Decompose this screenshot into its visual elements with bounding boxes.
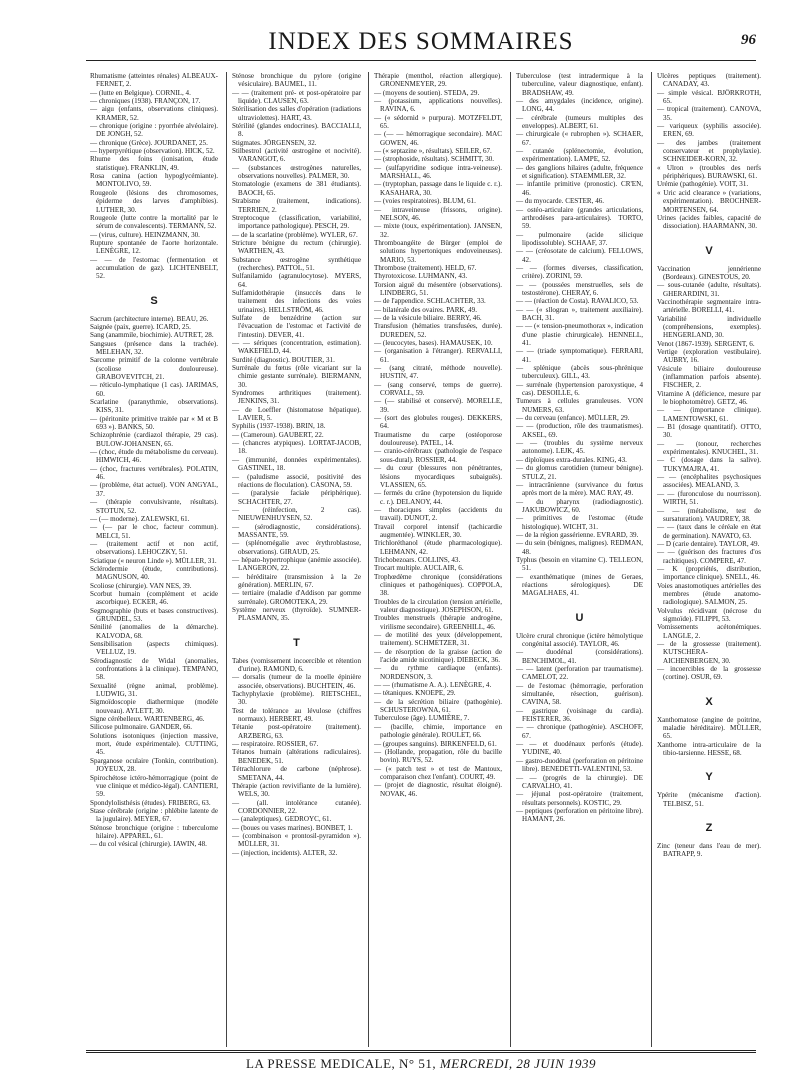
index-entry: — cutanée (splénectomie, évolution, expérimentation). LAMPE, 52. [516, 147, 643, 164]
index-entry: Scorbut humain (complément et acide ascorbique). ECKER, 46. [90, 589, 218, 607]
index-entry: Tuberculose (âge). LUMIÈRE, 7. [374, 714, 470, 723]
index-entry: Thromboangéite de Bürger (emploi de solutions hypertoniques endoveineuses). MARIO, 53. [374, 238, 502, 264]
index-entry: Streptocoque (classification, variabilité, importance pathologique). PESCH, 29. [232, 213, 361, 231]
index-entry: — (Hollande, propagation, rôle du bacille bovin). RUYS, 52. [374, 747, 502, 765]
index-entry: — (projet de diagnostic, résultat éloigné). NOVAK, 46. [374, 781, 502, 798]
index-entry: — — (guérison des fractures d'os rachitiques). COMPERE, 47. [657, 548, 761, 565]
index-entry: — (— — hémorragique secondaire). MAC GOWEN, 46. [374, 130, 502, 147]
index-entry: Tétanos humain (altérations radiculaires). BENEDEK, 51. [232, 748, 361, 765]
index-entry: — tétaniques. KNOEPE, 29. [374, 689, 456, 698]
index-entry: Sénilité (anomalies de la démarche). KALVODA, 68. [90, 623, 218, 640]
page-header [86, 24, 756, 55]
footer-rule [86, 1050, 756, 1053]
index-entry: — — (progrès de la chirurgie). DE CARVALHO, 41. [516, 773, 643, 790]
index-entry: Tabes (vomissement incoercible et rétention d'urine). RAMOND, 6. [232, 656, 361, 674]
index-entry: — incoercibles de la grossesse (cortine). OSUR, 69. [657, 665, 761, 682]
index-entry: — (tryptophan, passage dans le liquide c. r.). KASAHARA, 30. [374, 180, 502, 197]
index-entry: Surrénale du fœtus (rôle vicariant sur la chimie gestante surrénale). BIERMANN, 30. [232, 364, 361, 389]
index-entry: — (« septazine », résultats). SEILER, 67. [374, 147, 492, 156]
index-entry: Vaccinothérapie segmentaire intra-artérielle. BORELLI, 41. [657, 297, 761, 315]
section-letter: Y [705, 771, 713, 784]
index-entry: Sulfamidothérapie (insuccès dans le traitement des infections des voies urinaires). HELLSTRÖM, 46. [232, 288, 361, 314]
section-letter: V [705, 244, 713, 257]
index-entry: — dorsalis (tumeur de la moelle épinière associée, observations). BUCHTEIN, 46. [232, 673, 361, 690]
index-entry: Sensibilisation (aspects chimiques). VELLUZ, 19. [90, 640, 218, 657]
index-entry: Rougeole (lutte contre la mortalité par le sérum de convalescents). TERMANN, 52. [90, 213, 218, 231]
index-entry: Sulfate de benzédrine (action sur l'évacuation de l'estomac et l'activité de l'intestin). DEVER, 41. [232, 313, 361, 339]
section-letter: U [575, 611, 584, 624]
index-entry: Stigmates. JÖRGENSEN, 32. [232, 138, 317, 147]
index-entry: Signe cérébelleux. WARTENBERG, 46. [90, 715, 205, 724]
index-entry: Rhume des foins (ionisation, étude statistique). FRANKLIN, 49. [90, 155, 218, 172]
index-entry: — mixte (toux, expérimentation). JANSEN, 32. [374, 222, 502, 239]
index-entry: Sexualité (règne animal, problème). LUDWIG, 31. [90, 681, 218, 699]
index-entry: — du myocarde. CESTER, 46. [516, 197, 605, 206]
index-entry: Typhus (besoin en vitamine C). TELLEON, 51. [516, 555, 643, 573]
index-entry: — (traitement actif et non actif, observations). LEHOCZKY, 51. [90, 539, 218, 557]
index-entry: — de Loeffler (histomatose hépatique). LAVIER, 5. [232, 405, 361, 423]
index-entry: — de l'estomac (hémorragie, perforation simultanée, résection, guérison). CAVINA, 58. [516, 681, 643, 707]
index-entry: — (bacille, chimie, importance en pathologie générale). ROULET, 66. [374, 722, 502, 740]
index-entry: Trichloréthanol (étude pharmacologique). LEHMANN, 42. [374, 539, 502, 556]
index-entry: Volvulus récidivant (nécrose du sigmoïde). FILIPPI, 53. [657, 606, 761, 623]
index-entry: Spirochétose ictéro-hémorragique (point de vue clinique et médico-légal). CANTIERI, 59. [90, 773, 218, 799]
index-entry: Vomissements acétonémiques. LANGLE, 2. [657, 623, 761, 640]
index-entry: Stérilisation des salles d'opération (radiations ultraviolettes). HART, 43. [232, 105, 361, 122]
index-entry: — — sériques (concentration, estimation). WAKEFIELD, 44. [232, 339, 361, 356]
index-entry: Rupture spontanée de l'aorte horizontale. LENÈGRE, 12. [90, 238, 218, 256]
index-entry: Trophœdème chronique (considérations cliniques et pathogéniques). COPPOLA, 38. [374, 572, 502, 598]
index-entry: — (péritonite primitive traitée par « M et B 693 »). BANKS, 50. [90, 414, 218, 432]
index-entry: — — et duodénaux perforés (étude). YUDINE, 40. [516, 740, 643, 757]
index-entry: — ostéo-articulaire (grandes articulations, arthrodèses para-articulaires). TORTO, 59. [516, 205, 643, 231]
index-entry: — simple vésical. BJÖRKROTH, 65. [657, 88, 761, 106]
index-column-4 [516, 72, 643, 1052]
index-entry: Sténose bronchique (origine : tuberculome hilaire). APPAREL, 61. [90, 823, 218, 840]
index-entry: Rosa canina (action hypoglycémiante). MONTOLIVO, 59. [90, 172, 218, 189]
column-divider [226, 72, 227, 1047]
index-entry: Scoliose (chirurgie). VAN NES, 39. [90, 581, 192, 590]
index-entry: Tachyphylaxie (problème). RIETSCHEL, 30. [232, 690, 361, 707]
index-entry: — de résorption de la graisse (action de l'acide amide nicotinique). DIEBECK, 36. [374, 647, 502, 665]
index-entry: — gastro-duodénal (perforation en péritoine libre). BENEDETTI-VALENTINI, 53. [516, 756, 643, 774]
index-entry: — de la région gassérienne. EVRARD, 39. [516, 530, 639, 539]
index-entry: Stase cérébrale (origine : phlébite latente de la jugulaire). MEYER, 67. [90, 806, 218, 824]
index-entry: Troubles menstruels (thérapie androgène, virilisme secondaire). GREENHILL, 46. [374, 614, 502, 631]
index-entry: — — (triade symptomatique). FERRARI, 41. [516, 347, 643, 364]
index-entry: — aigu (enfants, observations cliniques). KRAMER, 52. [90, 105, 218, 122]
index-entry: Solutions isotoniques (injection massive, mort, étude expérimentale). CUTTING, 45. [90, 731, 218, 757]
index-entry: — des ganglions hilaires (adulte, fréquence et signification). STAEMMLER, 32. [516, 163, 643, 181]
index-entry: — (réinfection, 2 cas). NIEUWENHUYSEN, 52. [232, 505, 361, 523]
header-rule [86, 60, 756, 61]
index-entry: — cranio-cérébraux (pathologie de l'espace sous-dural). ROSSIER, 44. [374, 447, 502, 464]
index-entry: — (chancres atypiques). LORTAT-JACOB, 18. [232, 439, 361, 456]
index-entry: — hyperpyrétique (observation). HICK, 52. [90, 147, 215, 156]
index-entry: — (problème, état actuel). VON ANGYAL, 37. [90, 481, 218, 498]
index-entry: — chirurgicale (« rubrophen »). SCHAER, 67. [516, 130, 643, 147]
index-entry: Stomatologie (examens de 381 étudiants). BAOCH, 65. [232, 180, 361, 197]
index-entry: Tétanie post-opératoire (traitement). ARZBERG, 63. [232, 723, 361, 740]
index-entry: — respiratoire. ROSSIER, 67. [232, 740, 319, 749]
index-entry: — (moyens de soutien). STEDA, 29. [374, 88, 480, 97]
index-entry: — — (importance clinique). LAMENTOWSKI, 61. [657, 406, 761, 423]
index-entry: Sparganose oculaire (Tonkin, contribution). JOYEUX, 28. [90, 756, 218, 774]
index-entry: — du col vésical (chirurgie). IAWIN, 48. [90, 840, 207, 849]
index-entry: — primitives de l'estomac (étude histologique). WICHT, 31. [516, 514, 643, 531]
index-entry: — — (encéphalites psychosiques associées). MEALAND, 3. [657, 473, 761, 490]
index-entry: Ypérite (mécanisme d'action). TELBISZ, 51. [657, 791, 761, 808]
index-entry: Thérapie (menthol, réaction allergique). GRONENMEYER, 29. [374, 72, 502, 89]
index-entry: — héréditaire (transmission à la 2e génération). MERLIN, 67. [232, 572, 361, 589]
index-entry: — (— par le choc, facteur commun). MELCI, 51. [90, 523, 218, 540]
index-entry: — (injection, incidents). ALTER, 32. [232, 848, 338, 857]
index-entry: Scarlatine (paranythmie, observations). KISS, 31. [90, 398, 218, 415]
index-entry: — tropical (traitement). CANOVA, 35. [657, 105, 761, 122]
index-entry: Urines (acides faibles, capacité de dissociation). HAARMANN, 30. [657, 213, 761, 231]
index-entry: — des amygdales (incidence, origine). LONG, 44. [516, 97, 643, 114]
index-entry: — hépato-hypertrophique (anémie associée). LANGERON, 22. [232, 555, 361, 573]
index-entry: — — (réaction de Costa). RAVALICO, 53. [516, 297, 639, 306]
index-entry: Ulcères peptiques (traitement). CANADAY, 43. [657, 72, 761, 89]
index-entry: — (analeptiques). GEDROYC, 61. [232, 815, 332, 824]
index-entry: Variabilité individuelle (compréhensions, exemples). HENGERLAND, 30. [657, 314, 761, 340]
index-entry: Stérilité (glandes endocrines). BACCIALLI, 8. [232, 122, 361, 139]
index-entry: — — (rhumatisme A. A.). LENÈGRE, 4. [374, 681, 492, 690]
index-entry: — — (formes diverses, classification, critère). ZORINI, 59. [516, 263, 643, 281]
index-entry: — (— stabilisé et conservé). MORELLE, 39. [374, 397, 502, 414]
index-entry: Torsion aiguë du mésentère (observations). LINDBERG, 51. [374, 280, 502, 297]
index-entry: — fermés du crâne (hypotension du liquide c. r.). DELANOY, 44. [374, 489, 502, 506]
index-entry: — — (production, rôle des traumatismes). AKSEL, 69. [516, 422, 643, 439]
index-entry: — (sang conservé, temps de guerre). CORVALL, 59. [374, 380, 502, 398]
index-entry: — de l'appendice. SCHLACHTER, 33. [374, 297, 486, 306]
index-entry: Tuberculose (test intradermique à la tuberculine, valeur diagnostique, enfant). BRADSHAW, 49. [516, 72, 643, 97]
index-entry: — (choc, étude du métabolisme du cerveau). HIMWICH, 46. [90, 448, 218, 465]
index-column-2 [232, 72, 361, 1052]
index-entry: Traumatisme du carpe (ostéoporose douloureuse). PATEL, 14. [374, 430, 502, 448]
section-letter: Z [705, 822, 713, 835]
index-entry: Thérapie (action revivifiante de la lumière). WELS, 30. [232, 781, 361, 799]
index-entry: — (voies respiratoires). BLUM, 61. [374, 197, 476, 206]
index-entry: Sigmoïdoscopie diathermique (modèle nouveau). AYLETT, 30. [90, 698, 218, 715]
index-entry: — exanthématique (mines de Geraes, réactions sérologiques). DE MAGALHAES, 41. [516, 572, 643, 598]
index-entry: — de motilité des yeux (développement, traitement). SCHMETZER, 31. [374, 631, 502, 648]
index-entry: — — (troubles du système nerveux autonome). LEJK, 45. [516, 439, 643, 456]
index-entry: Vésicule biliaire douloureuse (inflammation parfois absente). FISCHER, 2. [657, 364, 761, 390]
index-entry: Silicose pulmonaire. GANDER, 66. [90, 723, 193, 732]
column-divider [510, 72, 511, 1047]
index-column-5 [657, 72, 761, 1052]
index-entry: — gastrique (voisinage du cardia). FEISTERER, 36. [516, 706, 643, 724]
index-entry: — du rythme cardiaque (enfants). NORDENSON, 3. [374, 664, 502, 681]
index-entry: — duodénal (considérations). BENCHIMOL, 41. [516, 648, 643, 665]
index-entry: Système nerveux (thyroïde). SUMNER-PLASMANN, 35. [232, 606, 361, 623]
index-entry: Spondylolisthésis (études). FRIBERG, 63. [90, 798, 211, 807]
index-entry: — sous-cutanée (adulte, résultats). GHERARDINI, 31. [657, 281, 761, 298]
journal-name: LA PRESSE MEDICALE, N° 51, [246, 1056, 437, 1071]
index-entry: Substance œstrogène synthétique (recherches). PATTOL, 51. [232, 255, 361, 272]
index-entry: — du sein (bénignes, malignes). REDMAN, 48. [516, 539, 643, 556]
index-entry: Travail corporel intensif (tachicardie augmentée). WINKLER, 30. [374, 522, 502, 539]
index-entry: — — (métabolisme, test de sursaturation). VAUDREY, 38. [657, 506, 761, 523]
index-entry: — intracrânienne (survivance du fœtus après mort de la mère). MAC RAY, 49. [516, 480, 643, 498]
index-entry: — — de l'estomac (fermentation et accumulation de gaz). LICHTENBELT, 52. [90, 255, 218, 281]
index-entry: Sacrum (architecture interne). BEAU, 26. [90, 314, 209, 323]
index-entry: — (all. intolérance cutanée). CORDONNIER, 22. [232, 798, 361, 815]
column-divider [651, 72, 652, 1047]
section-letter: S [150, 294, 158, 307]
index-entry: Sclérodermie (étude, contributions). MAGNUSON, 40. [90, 564, 218, 582]
index-entry: Voies anastomotiques artérielles des membres (étude anatomo-radiologique). SALMON, 25. [657, 581, 761, 607]
index-entry: — chroniques (1938). FRANÇON, 17. [90, 97, 201, 106]
index-entry: Sulfanilamido (agranulocytose). MYERS, 64. [232, 272, 361, 289]
index-entry: — jéjunal post-opératoire (traitement, résultats personnels). KOSTIC, 29. [516, 790, 643, 807]
index-entry: Surdité (diagnostic). BOUTIER, 31. [232, 355, 335, 364]
index-entry: — (boues ou vases marines). BONBET, 1. [232, 823, 353, 832]
index-entry: Syphilis (1937-1938). BRIN, 18. [232, 422, 326, 431]
index-entry: — (paludisme associé, positivité des réactions de floculation). CASONA, 59. [232, 472, 361, 489]
index-entry: Sérodiagnostic de Widal (anomalies, confrontations à la clinique). TEMPANO, 58. [90, 656, 218, 682]
index-entry: Xanthomatose (angine de poitrine, maladie héréditaire). MÜLLER, 65. [657, 715, 761, 741]
index-entry: — tertiaire (maladie d'Addison par gomme surrénale). GROMOTEKA, 29. [232, 589, 361, 606]
index-entry: — réticulo-lymphatique (1 cas). JARIMAS, 60. [90, 381, 218, 398]
index-entry: — variqueux (syphilis associée). EREN, 69. [657, 122, 761, 139]
index-entry: « Uric acid clearance » (variations, expérimentation). BROCHNER-MORTENSEN, 64. [657, 188, 761, 214]
index-entry: — (sort des globules rouges). DEKKERS, 64. [374, 414, 502, 431]
index-entry: Saignée (paix, guerre). ICARD, 25. [90, 322, 191, 331]
index-entry: — de la grossesse (traitement). KUTSCHERA-AICHENBERGEN, 30. [657, 640, 761, 665]
index-entry: — de la sécrétion biliaire (pathogénie). SCHUSTEROWNA, 61. [374, 697, 502, 715]
index-entry: — — (traitement pré- et post-opératoire par liquide). CLAUSEN, 63. [232, 88, 361, 106]
index-entry: Rhumatisme (atteintes rénales) ALBEAUX-FERNET, 2. [90, 72, 218, 89]
index-entry: Test de tolérance au lévulose (chiffres normaux). HERBERT, 49. [232, 706, 361, 724]
index-entry: — (groupes sanguins). BIRKENFELD, 61. [374, 739, 497, 748]
index-entry: — — (créosotate de calcium). FELLOWS, 42. [516, 247, 643, 264]
index-entry: Tétrachlorure de carbone (néphrose). SMETANA, 44. [232, 765, 361, 782]
index-entry: Segmographie (buts et bases constructives). GRUNDEL, 53. [90, 606, 218, 623]
index-entry: — (Cameroun). GAUBERT, 22. [232, 430, 324, 439]
index-entry: Sang (anammile, biochimie). AUTRET, 28. [90, 331, 214, 340]
index-entry: « Ulron » (troubles des nerfs périphériques). BURAWSKI, 61. [657, 163, 761, 181]
index-entry: — du glomus carotidien (tumeur bénigne). STULZ, 21. [516, 464, 643, 481]
index-entry: — (sérodiagnostic, considérations). MASSANTE, 59. [232, 522, 361, 539]
index-entry: — surrénale (hypertension paroxystique, 4 cas). DESOILLE, 6. [516, 380, 643, 398]
index-entry: Stilbestrol (activité œstrogène et nocivité). VARANGOT, 6. [232, 147, 361, 164]
index-entry: — — (« tension-pneumothorax », indication d'une plastie chirurgicale). HENNELL, 41. [516, 322, 643, 347]
index-entry: Thrombose (traitement). HELD, 67. [374, 263, 477, 272]
index-entry: — (splénomégalie avec érythroblastose, observations). GIRAUD, 25. [232, 539, 361, 556]
index-entry: Transfusion (hématies transfusées, durée). DUREDEN, 52. [374, 322, 502, 339]
issue-date: MERCREDI, 28 JUIN 1939 [439, 1056, 596, 1071]
index-entry: — infantile primitive (pronostic). CR'EN, 46. [516, 180, 643, 197]
index-entry: — — (tonour, recherches expérimentales). KNUCHEL, 31. [657, 439, 761, 457]
index-entry: Rougeole (lésions des chromosomes, épiderme des larves d'amphibies). LUTHER, 30. [90, 188, 218, 214]
index-entry: — (virus, culture). HEINZMANN, 30. [90, 230, 200, 239]
index-entry: — — chronique (pathogénie). ASCHOFF, 67. [516, 723, 643, 740]
index-entry: — chronique (origine : pyorrhée alvéolaire). DE JONGH, 52. [90, 122, 218, 139]
index-entry: — (leucocytes, bases). HAMAUSEK, 10. [374, 339, 493, 347]
column-divider [368, 72, 369, 1047]
index-entry: — du cœur (blessures non pénétrantes, lésions myocardiques subaiguës). VLASSIEN, 65. [374, 464, 502, 489]
index-entry: — — (« sllogran », traitement auxiliaire). BACH, 31. [516, 305, 643, 322]
index-entry: — de la scarlatine (problème). WYLER, 67. [232, 230, 358, 239]
index-column-3 [374, 72, 502, 1052]
index-entry: — thoraciques simples (accidents du travail). DUNOT, 2. [374, 505, 502, 523]
index-entry: — (choc, fractures vertébrales). POLATIN, 46. [90, 464, 218, 482]
index-entry: — (— moderne). ZALEWSKI, 61. [90, 514, 190, 523]
index-entry: Trichobezoars. COLLINS, 43. [374, 555, 461, 564]
index-entry: Troubles de la circulation (tension artérielle, valeur diagnostique). JOSEPHSON, 61. [374, 597, 502, 614]
index-entry: — B1 (dosage quantitatif). OTTO, 30. [657, 423, 761, 440]
index-entry: Tumeurs à cellules granuleuses. VON NUMERS, 63. [516, 397, 643, 414]
index-entry: — (potassium, applications nouvelles). RAVINA, 6. [374, 97, 502, 114]
index-entry: — — (taux dans le céréale en état de germination). NAVATO, 63. [657, 523, 761, 540]
index-entry: — (« patch test » et test de Mantoux, comparaison chez l'enfant). COURT, 49. [374, 764, 502, 781]
index-entry: Sarcome primitif de la colonne vertébrale (scoliose douloureuse). GRABOVEVITCH, 21. [90, 356, 218, 381]
index-entry: — de la vésicule biliaire. BERRY, 46. [374, 313, 482, 322]
index-entry: — splénique (abcès sous-phrénique tuberculeux). GILL, 43. [516, 364, 643, 381]
index-entry: — (strophoside, résultats). SCHMITT, 30. [374, 155, 495, 164]
index-entry: Venot (1867-1939). SERGENT, 6. [657, 339, 755, 348]
section-letter: X [705, 695, 713, 708]
index-entry: — — (furonculose du nourrisson). WIRTH, 51. [657, 489, 761, 507]
index-entry: — peptiques (perforation en péritoine libre). HAMANT, 26. [516, 806, 643, 824]
index-entry: Thyrotoxicose. LUHMANN, 43. [374, 272, 468, 281]
index-entry: — (paralysie faciale périphérique). SCHACHTER, 27. [232, 489, 361, 506]
index-entry: Vertige (exploration vestibulaire). AUBRY, 16. [657, 347, 761, 365]
index-entry: — K (propriétés, distribution, importance clinique). SNELL, 46. [657, 564, 761, 582]
index-entry: — diploïques extra-durales. KING, 43. [516, 455, 627, 464]
index-entry: — cérébrale (tumeurs multiples des enveloppes). ALBERT, 61. [516, 113, 643, 131]
index-entry: Trocart multiple. AUCLAIR, 6. [374, 564, 464, 573]
index-entry: — du cerveau (enfance). MÜLLER, 29. [516, 414, 630, 423]
index-entry: — (« sédornid » purpura). MOTZFELDT, 65. [374, 113, 502, 131]
index-entry: — (combinaison « prontosil-pyramidon »). MÜLLER, 31. [232, 831, 361, 849]
index-entry: — — (poussées menstruelles, sels de testostérone). CHERAY, 6. [516, 280, 643, 297]
index-entry: — (substances œstrogènes naturelles, observations nouvelles). PALMER, 30. [232, 163, 361, 181]
index-entry: Zinc (teneur dans l'eau de mer). BATRAPP, 9. [657, 842, 761, 859]
index-entry: Vaccination jennérienne (Bordeaux). GINESTOUS, 20. [657, 264, 761, 281]
index-entry: Schizophrénie (cardiazol thérapie, 29 cas). BULOW-JOHANSEN, 65. [90, 431, 218, 448]
index-entry: — intraveineuse (frissons, origine). NELSON, 46. [374, 205, 502, 222]
index-entry: Sangsues (présence dans la trachée). MELEHAN, 32. [90, 339, 218, 356]
index-entry: Sténose bronchique du pylore (origine vésiculaire). BAUMEL, 11. [232, 72, 361, 89]
index-entry: — des jambes (traitement conservateur et prophylaxie). SCHNEIDER-KORN, 32. [657, 138, 761, 164]
section-letter: T [293, 636, 300, 649]
index-entry: Vitamine A (déficience, mesure par le biophotomètre). GETZ, 46. [657, 389, 761, 407]
index-entry: — D (carie dentaire). TAYLOR, 49. [657, 539, 760, 548]
index-entry: — (lutte en Belgique). CORNIL, 4. [90, 88, 191, 97]
page-footer [86, 1056, 756, 1072]
index-entry: Sciatique (« neuron Linde »). MÜLLER, 31. [90, 556, 217, 565]
index-entry: — — latent (perforation par traumatisme). CAMELOT, 22. [516, 665, 643, 682]
index-entry: Urémie (pathogénie). VOIT, 31. [657, 180, 749, 189]
index-entry: — pulmonaire (acide silicique lipodissoluble). SCHAAF, 37. [516, 230, 643, 247]
index-entry: — (thérapie convulsivante, résultats). STOTUN, 52. [90, 498, 218, 515]
index-entry: Xanthome intra-articulaire de la tibio-tarsienne. HESSE, 68. [657, 740, 761, 758]
index-entry: Stricture bénigne du rectum (chirurgie). WARTHEN, 43. [232, 238, 361, 256]
page-title: INDEX DES SOMMAIRES [268, 28, 574, 55]
index-entry: — (organisation à l'étranger). RERVALLI, 61. [374, 347, 502, 364]
index-entry: — du pharynx (radiodiagnostic). JAKUBOWICZ, 60. [516, 497, 643, 514]
index-entry: — (sulfapyridine sodique intra-veineuse). MARSHALL, 46. [374, 163, 502, 181]
index-entry: Strabisme (traitement, indications). TERRIEN, 2. [232, 197, 361, 214]
index-entry: Ulcère crural chronique (ictère hémolytique congénital associé). TAYLOR, 46. [516, 631, 643, 648]
index-entry: — C (dosage dans la salive). TUKYMAJRA, 41. [657, 456, 761, 473]
index-entry: — (sang citraté, méthode nouvelle). HUSTIN, 47. [374, 364, 502, 381]
index-entry: — bilatérale des ovaires. PARK, 49. [374, 305, 477, 314]
index-entry: Syndromes arthritiques (traitement). JENKINS, 31. [232, 389, 361, 406]
index-entry: — chronique (Grèce). JOURDANET, 25. [90, 138, 208, 147]
index-column-1 [90, 72, 218, 1052]
page-number: 96 [741, 32, 756, 48]
index-entry: — (immunité, données expérimentales). GASTINEL, 18. [232, 455, 361, 473]
